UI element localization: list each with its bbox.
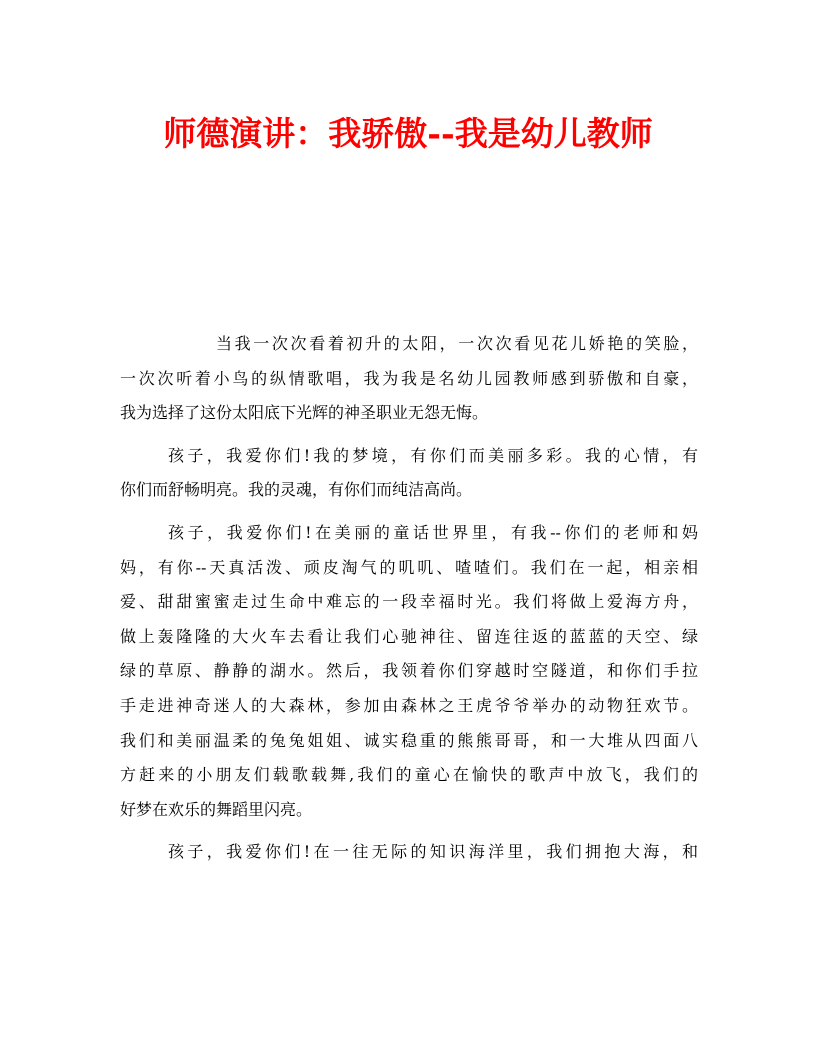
paragraph-3-line-8: 方赶来的小朋友们载歌载舞,我们的童心在愉快的歌声中放飞，我们的 — [120, 765, 698, 785]
document-title: 师德演讲：我骄傲--我是幼儿教师 — [163, 114, 653, 153]
paragraph-1-line-3: 我为选择了这份太阳底下光辉的神圣职业无怨无悔。 — [120, 403, 489, 423]
paragraph-3-line-2: 妈，有你--天真活泼、顽皮淘气的叽叽、喳喳们。我们在一起，相亲相 — [120, 557, 698, 577]
paragraph-gap — [120, 431, 698, 439]
document-body — [120, 327, 698, 870]
paragraph-1-line-1: 当我一次次看着初升的太阳，一次次看见花儿娇艳的笑脸， — [216, 334, 698, 353]
paragraph-gap — [120, 827, 698, 835]
paragraph-2-line-1: 孩子，我爱你们!我的梦境，有你们而美丽多彩。我的心情，有 — [168, 445, 698, 465]
paragraph-3-line-6: 手走进神奇迷人的大森林，参加由森林之王虎爷爷举办的动物狂欢节。 — [120, 695, 698, 715]
paragraph-3-line-9: 好梦在欢乐的舞蹈里闪亮。 — [120, 799, 313, 819]
paragraph-2-line-2: 你们而舒畅明亮。我的灵魂，有你们而纯洁高尚。 — [120, 480, 473, 500]
paragraph-gap — [120, 508, 698, 516]
paragraph-3-line-1: 孩子，我爱你们!在美丽的童话世界里，有我--你们的老师和妈 — [168, 522, 698, 542]
paragraph-3-line-3: 爱、甜甜蜜蜜走过生命中难忘的一段幸福时光。我们将做上爱海方舟， — [120, 592, 698, 612]
paragraph-3-line-4: 做上轰隆隆的大火车去看让我们心驰神往、留连往返的蓝蓝的天空、绿 — [120, 626, 698, 646]
paragraph-4-line-1: 孩子，我爱你们!在一往无际的知识海洋里，我们拥抱大海，和 — [168, 842, 698, 862]
paragraph-1-line-2: 一次次听着小鸟的纵情歌唱，我为我是名幼儿园教师感到骄傲和自豪， — [120, 368, 698, 388]
paragraph-3-line-5: 绿的草原、静静的湖水。然后，我领着你们穿越时空隧道，和你们手拉 — [120, 661, 698, 681]
paragraph-3-line-7: 我们和美丽温柔的兔兔姐姐、诚实稳重的熊熊哥哥，和一大堆从四面八 — [120, 730, 698, 750]
